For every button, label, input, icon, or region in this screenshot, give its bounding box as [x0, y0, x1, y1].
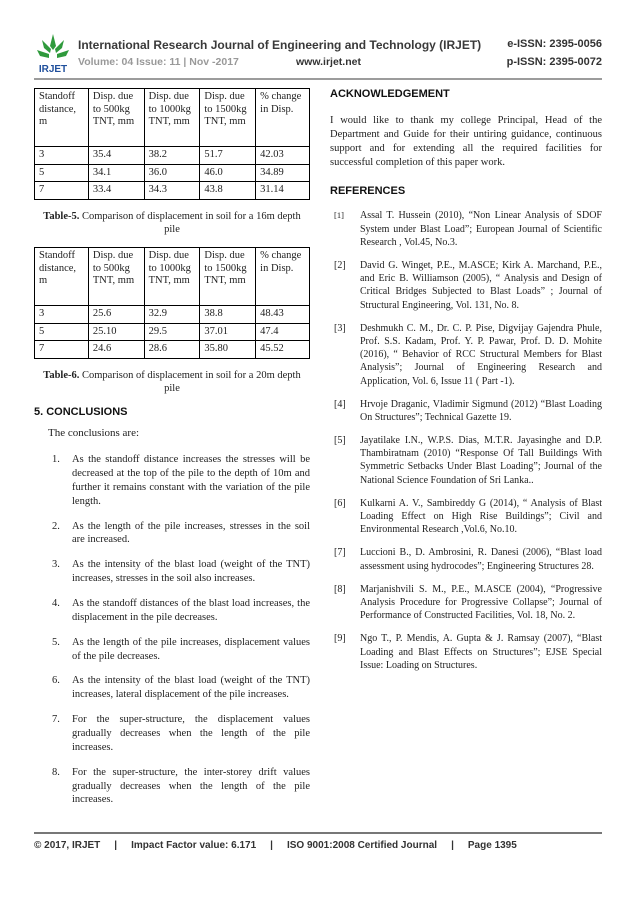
table-header-cell: Disp. due to 500kg TNT, mm [88, 89, 144, 147]
table-cell: 25.10 [88, 323, 144, 341]
table-cell: 25.6 [88, 306, 144, 324]
table-cell: 42.03 [256, 147, 310, 165]
right-column [330, 88, 602, 682]
page-number: 1395 [494, 840, 517, 851]
conclusions-list [34, 453, 310, 807]
table-cell: 43.8 [200, 182, 256, 200]
page-label: Page [467, 840, 492, 851]
reference-item [330, 632, 602, 672]
header-divider [34, 78, 602, 80]
p-issn: p-ISSN: 2395-0072 [506, 56, 602, 68]
list-item: 6. As the intensity of the blast load (weight of the TNT) increases, lateral displacement of the pile increases. [52, 675, 310, 701]
list-item-text: As the intensity of the blast load (weight of the TNT) increases, lateral displacement of the pile increases. [72, 675, 310, 701]
reference-text: Kulkarni A. V., Sambireddy G (2014), “ Analysis of Blast Loading Effect on High Rise Buildings”; Civil and Environmental Research ,Vol.6, No.10. [360, 497, 602, 536]
reference-number: [3] [334, 322, 346, 334]
reference-number: [7] [334, 547, 346, 559]
table-row [35, 323, 310, 341]
table-cell: 28.6 [144, 341, 200, 359]
website-link[interactable]: www.irjet.net [296, 56, 361, 68]
table-cell: 36.0 [144, 164, 200, 182]
reference-number: [8] [334, 583, 346, 595]
table-cell: 47.4 [256, 323, 310, 341]
table-row [35, 164, 310, 182]
acknowledgement-body: I would like to thank my college Principal, Head of the Department and Guide for their untiring guidance, continuous support and for extending all the required facilities for successful completion of this paper work. [330, 115, 602, 168]
page-footer: © 2017, IRJET | Impact Factor value: 6.171 | ISO 9001:2008 Certified Journal | Page 1395 [34, 840, 517, 851]
iso-certification: ISO 9001:2008 Certified Journal [286, 840, 438, 851]
reference-text: Assal T. Hussein (2010), “Non Linear Analysis of SDOF System under Blast Load”; European Journal of Scientific Research , Vol.45, No.3. [360, 210, 602, 248]
table-cell: 38.2 [144, 147, 200, 165]
e-issn: e-ISSN: 2395-0056 [507, 38, 602, 50]
table-row [35, 182, 310, 200]
caption-text: Comparison of displacement in soil for a 20m depth pile [79, 369, 301, 395]
reference-number: [2] [334, 260, 346, 271]
reference-number: [9] [334, 633, 346, 645]
caption-label: Table-5. [43, 210, 80, 222]
reference-number: [4] [334, 398, 346, 410]
table-cell: 46.0 [200, 164, 256, 182]
list-item-text: As the intensity of the blast load (weight of the TNT) increases, stresses in the soil also increases. [72, 559, 310, 585]
table-cell: 34.1 [88, 164, 144, 182]
list-item: 7. For the super-structure, the displacement values gradually decreases when the length of the pile increases. [52, 714, 310, 753]
reference-item [330, 398, 602, 424]
list-item-text: As the standoff distance increases the stresses will be decreased at the top of the pile to the depth of 10m and further it remains constant with the variation of the pile length. [72, 454, 310, 507]
journal-title: International Research Journal of Engineering and Technology (IRJET) [78, 38, 482, 52]
reference-text: Deshmukh C. M., Dr. C. P. Pise, Digvijay Gajendra Phule, Prof. S.S. Kadam, Prof. Y. P. Pawar, Prof. D. D. Mohite (2016), “ Behavior of RCC Structural Members for Blast Analysis”; Journal of Engineering Research and Application, Vol. 6, Issue 11 ( Part -1). [360, 322, 602, 387]
logo-text: IRJET [38, 64, 68, 75]
list-item-text: As the length of the pile increases, displacement values of the pile decreases. [72, 636, 310, 662]
list-item-text: As the length of the pile increases, stresses in the soil are increased. [72, 520, 310, 546]
table-header-cell: Disp. due to 1500kg TNT, mm [200, 248, 256, 306]
table-cell: 7 [35, 182, 89, 200]
reference-number: [1] [334, 210, 344, 221]
table-row [35, 341, 310, 359]
table-cell: 35.80 [200, 341, 256, 359]
reference-text: Luccioni B., D. Ambrosini, R. Danesi (2006), “Blast load assessment using hydrocodes”; Engineering Structures 28. [360, 547, 602, 572]
table-row [35, 147, 310, 165]
table-header-cell: Disp. due to 1000kg TNT, mm [144, 248, 200, 306]
reference-number: [6] [334, 497, 346, 509]
conclusions-intro: The conclusions are: [48, 427, 140, 440]
table-cell: 31.14 [256, 182, 310, 200]
table-cell: 7 [35, 341, 89, 359]
footer-divider [34, 832, 602, 834]
references-list [330, 209, 602, 671]
copyright: © 2017, IRJET [34, 840, 101, 851]
table-cell: 5 [35, 323, 89, 341]
reference-item [330, 546, 602, 572]
table-header-row [35, 89, 310, 147]
table-5-caption [42, 210, 302, 237]
table-cell: 37.01 [200, 323, 256, 341]
reference-item [330, 497, 602, 537]
table-header-cell: % change in Disp. [256, 248, 310, 306]
table-cell: 32.9 [144, 306, 200, 324]
list-item: 8. For the super-structure, the inter-storey drift values gradually decreases when the length of the pile increases. [52, 766, 310, 806]
impact-factor: Impact Factor value: 6.171 [131, 840, 257, 851]
table-cell: 5 [35, 164, 89, 182]
reference-text: Marjanishvili S. M., P.E., M.ASCE (2004), “Progressive Analysis Procedure for Progressive Collapse”; Journal of Performance of Constructed Facilities, Vol. 18, No. 2. [360, 583, 602, 622]
page-header [0, 0, 638, 84]
table-6-caption [42, 369, 302, 396]
reference-item [330, 209, 602, 249]
table-cell: 33.4 [88, 182, 144, 200]
list-item: 5. As the length of the pile increases, displacement values of the pile decreases. [52, 636, 310, 662]
table-header-cell: Disp. due to 1500kg TNT, mm [200, 89, 256, 147]
references-heading: REFERENCES [330, 185, 406, 198]
list-item-text: As the standoff distances of the blast load increases, the displacement in the pile decreases. [72, 598, 310, 623]
table-cell: 29.5 [144, 323, 200, 341]
caption-label: Table-6. [43, 369, 80, 381]
table-5 [34, 88, 310, 200]
list-item-text: For the super-structure, the displacement values gradually decreases when the length of the pile increases. [72, 714, 310, 753]
caption-text: Comparison of displacement in soil for a 16m depth pile [79, 210, 301, 236]
list-item-text: For the super-structure, the inter-storey drift values gradually decreases when the length of the pile increases. [72, 766, 310, 806]
table-6 [34, 247, 310, 359]
reference-text: Hrvoje Draganic, Vladimir Sigmund (2012) “Blast Loading On Structures”; Technical Gazette 19. [360, 398, 602, 423]
acknowledgement-heading: ACKNOWLEDGEMENT [330, 88, 450, 100]
reference-item [330, 434, 602, 487]
table-header-row [35, 248, 310, 306]
list-item: 2. As the length of the pile increases, stresses in the soil are increased. [52, 520, 310, 546]
reference-item [330, 259, 602, 312]
list-item: 1. As the standoff distance increases the stresses will be decreased at the top of the pile to the depth of 10m and further it remains constant with the variation of the pile length. [52, 454, 310, 507]
table-cell: 35.4 [88, 147, 144, 165]
table-cell: 45.52 [256, 341, 310, 359]
table-header-cell: % change in Disp. [256, 89, 310, 147]
reference-item [330, 583, 602, 623]
irjet-logo [34, 30, 72, 78]
table-row [35, 306, 310, 324]
table-cell: 24.6 [88, 341, 144, 359]
reference-text: Ngo T., P. Mendis, A. Gupta & J. Ramsay (2007), “Blast Loading and Blast Effects on Structures”; EJSE Special Issue: Loading on Structures. [360, 633, 602, 671]
table-cell: 48.43 [256, 306, 310, 324]
table-header-cell: Standoff distance, m [35, 89, 89, 147]
reference-text: David G. Winget, P.E., M.ASCE; Kirk A. Marchand, P.E., and Eric B. Williamson (2005), “ Analysis and Design of Critical Bridges Subjected to Blast Loads” ; Journal of Structural Engineering, Vol. 131, No. 8. [360, 260, 602, 311]
reference-item [330, 322, 602, 388]
left-column [34, 88, 310, 818]
conclusions-heading: 5. CONCLUSIONS [34, 406, 128, 419]
table-cell: 3 [35, 147, 89, 165]
list-item: 4. As the standoff distances of the blast load increases, the displacement in the pile decreases. [52, 598, 310, 623]
table-header-cell: Disp. due to 500kg TNT, mm [88, 248, 144, 306]
table-cell: 34.89 [256, 164, 310, 182]
table-cell: 38.8 [200, 306, 256, 324]
volume-issue: Volume: 04 Issue: 11 | Nov -2017 [78, 56, 239, 68]
table-header-cell: Disp. due to 1000kg TNT, mm [144, 89, 200, 147]
table-cell: 51.7 [200, 147, 256, 165]
table-header-cell: Standoff distance, m [35, 248, 89, 306]
list-item: 3. As the intensity of the blast load (weight of the TNT) increases, stresses in the soil also increases. [52, 559, 310, 585]
table-cell: 3 [35, 306, 89, 324]
table-cell: 34.3 [144, 182, 200, 200]
reference-text: Jayatilake I.N., W.P.S. Dias, M.T.R. Jayasinghe and D.P. Thambiratnam (2010) “Response Of Tall Buildings With Symmetric Setbacks Under Blast Loading”; Journal of the National Science Foundation of Sri Lanka.. [360, 435, 602, 486]
reference-number: [5] [334, 435, 346, 447]
